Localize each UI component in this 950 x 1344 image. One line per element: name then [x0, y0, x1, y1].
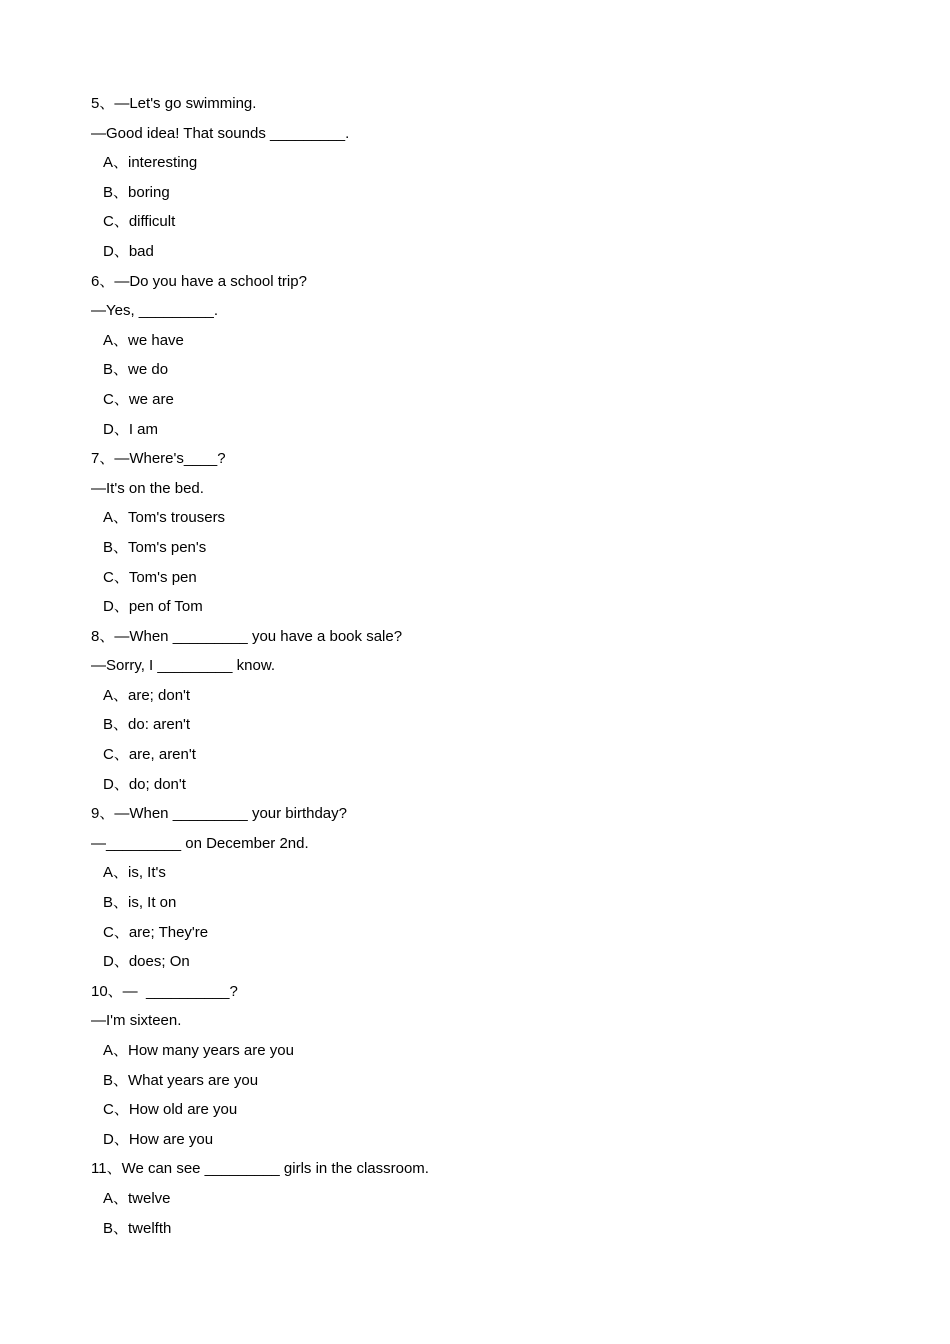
question-response: —I'm sixteen. [91, 1012, 182, 1030]
option-d: D、I am [103, 420, 159, 438]
question-11 [91, 1157, 871, 1246]
option-a: A、twelve [103, 1189, 171, 1207]
question-6 [91, 270, 871, 448]
question-8 [91, 625, 871, 803]
option-c: C、are, aren't [103, 746, 196, 764]
question-stem: 8、—When _________ you have a book sale? [91, 627, 403, 645]
option-a: A、we have [103, 331, 184, 349]
question-stem: 10、— __________? [91, 982, 238, 1000]
option-d: D、bad [103, 242, 154, 260]
option-b: B、What years are you [103, 1071, 259, 1089]
question-response: —It's on the bed. [91, 479, 204, 497]
question-response: —Yes, _________. [91, 302, 219, 320]
question-stem: 5、—Let's go swimming. [91, 95, 257, 112]
question-response: —_________ on December 2nd. [91, 834, 309, 852]
question-stem: 7、—Where's____? [91, 450, 226, 468]
question-5 [91, 92, 871, 270]
option-a: A、Tom's trousers [103, 509, 226, 527]
option-a: A、are; don't [103, 686, 191, 704]
option-d: D、do; don't [103, 775, 186, 793]
option-d: D、does; On [103, 953, 190, 971]
option-b: B、we do [103, 361, 169, 379]
question-7 [91, 447, 871, 625]
question-list [91, 92, 871, 1246]
option-b: B、Tom's pen's [103, 538, 207, 556]
question-9 [91, 802, 871, 980]
option-c: C、are; They're [103, 923, 209, 941]
question-stem: 6、—Do you have a school trip? [91, 272, 307, 290]
question-response: —Sorry, I _________ know. [91, 657, 275, 675]
option-a: A、How many years are you [103, 1042, 294, 1059]
option-c: C、difficult [103, 213, 176, 231]
option-b: B、twelfth [103, 1219, 172, 1237]
option-a: A、interesting [103, 154, 198, 172]
option-a: A、is, It's [103, 864, 166, 882]
option-c: C、we are [103, 390, 174, 408]
option-b: B、do: aren't [103, 716, 191, 734]
option-d: D、pen of Tom [103, 598, 203, 616]
option-c: C、Tom's pen [103, 568, 197, 586]
option-b: B、boring [103, 183, 170, 201]
option-c: C、How old are you [103, 1101, 238, 1119]
question-stem: 9、—When _________ your birthday? [91, 805, 347, 823]
option-b: B、is, It on [103, 894, 177, 912]
question-10 [91, 980, 871, 1158]
option-d: D、How are you [103, 1130, 214, 1148]
question-stem: 11、We can see _________ girls in the classroom. [91, 1160, 429, 1178]
question-response: —Good idea! That sounds _________. [91, 124, 350, 142]
